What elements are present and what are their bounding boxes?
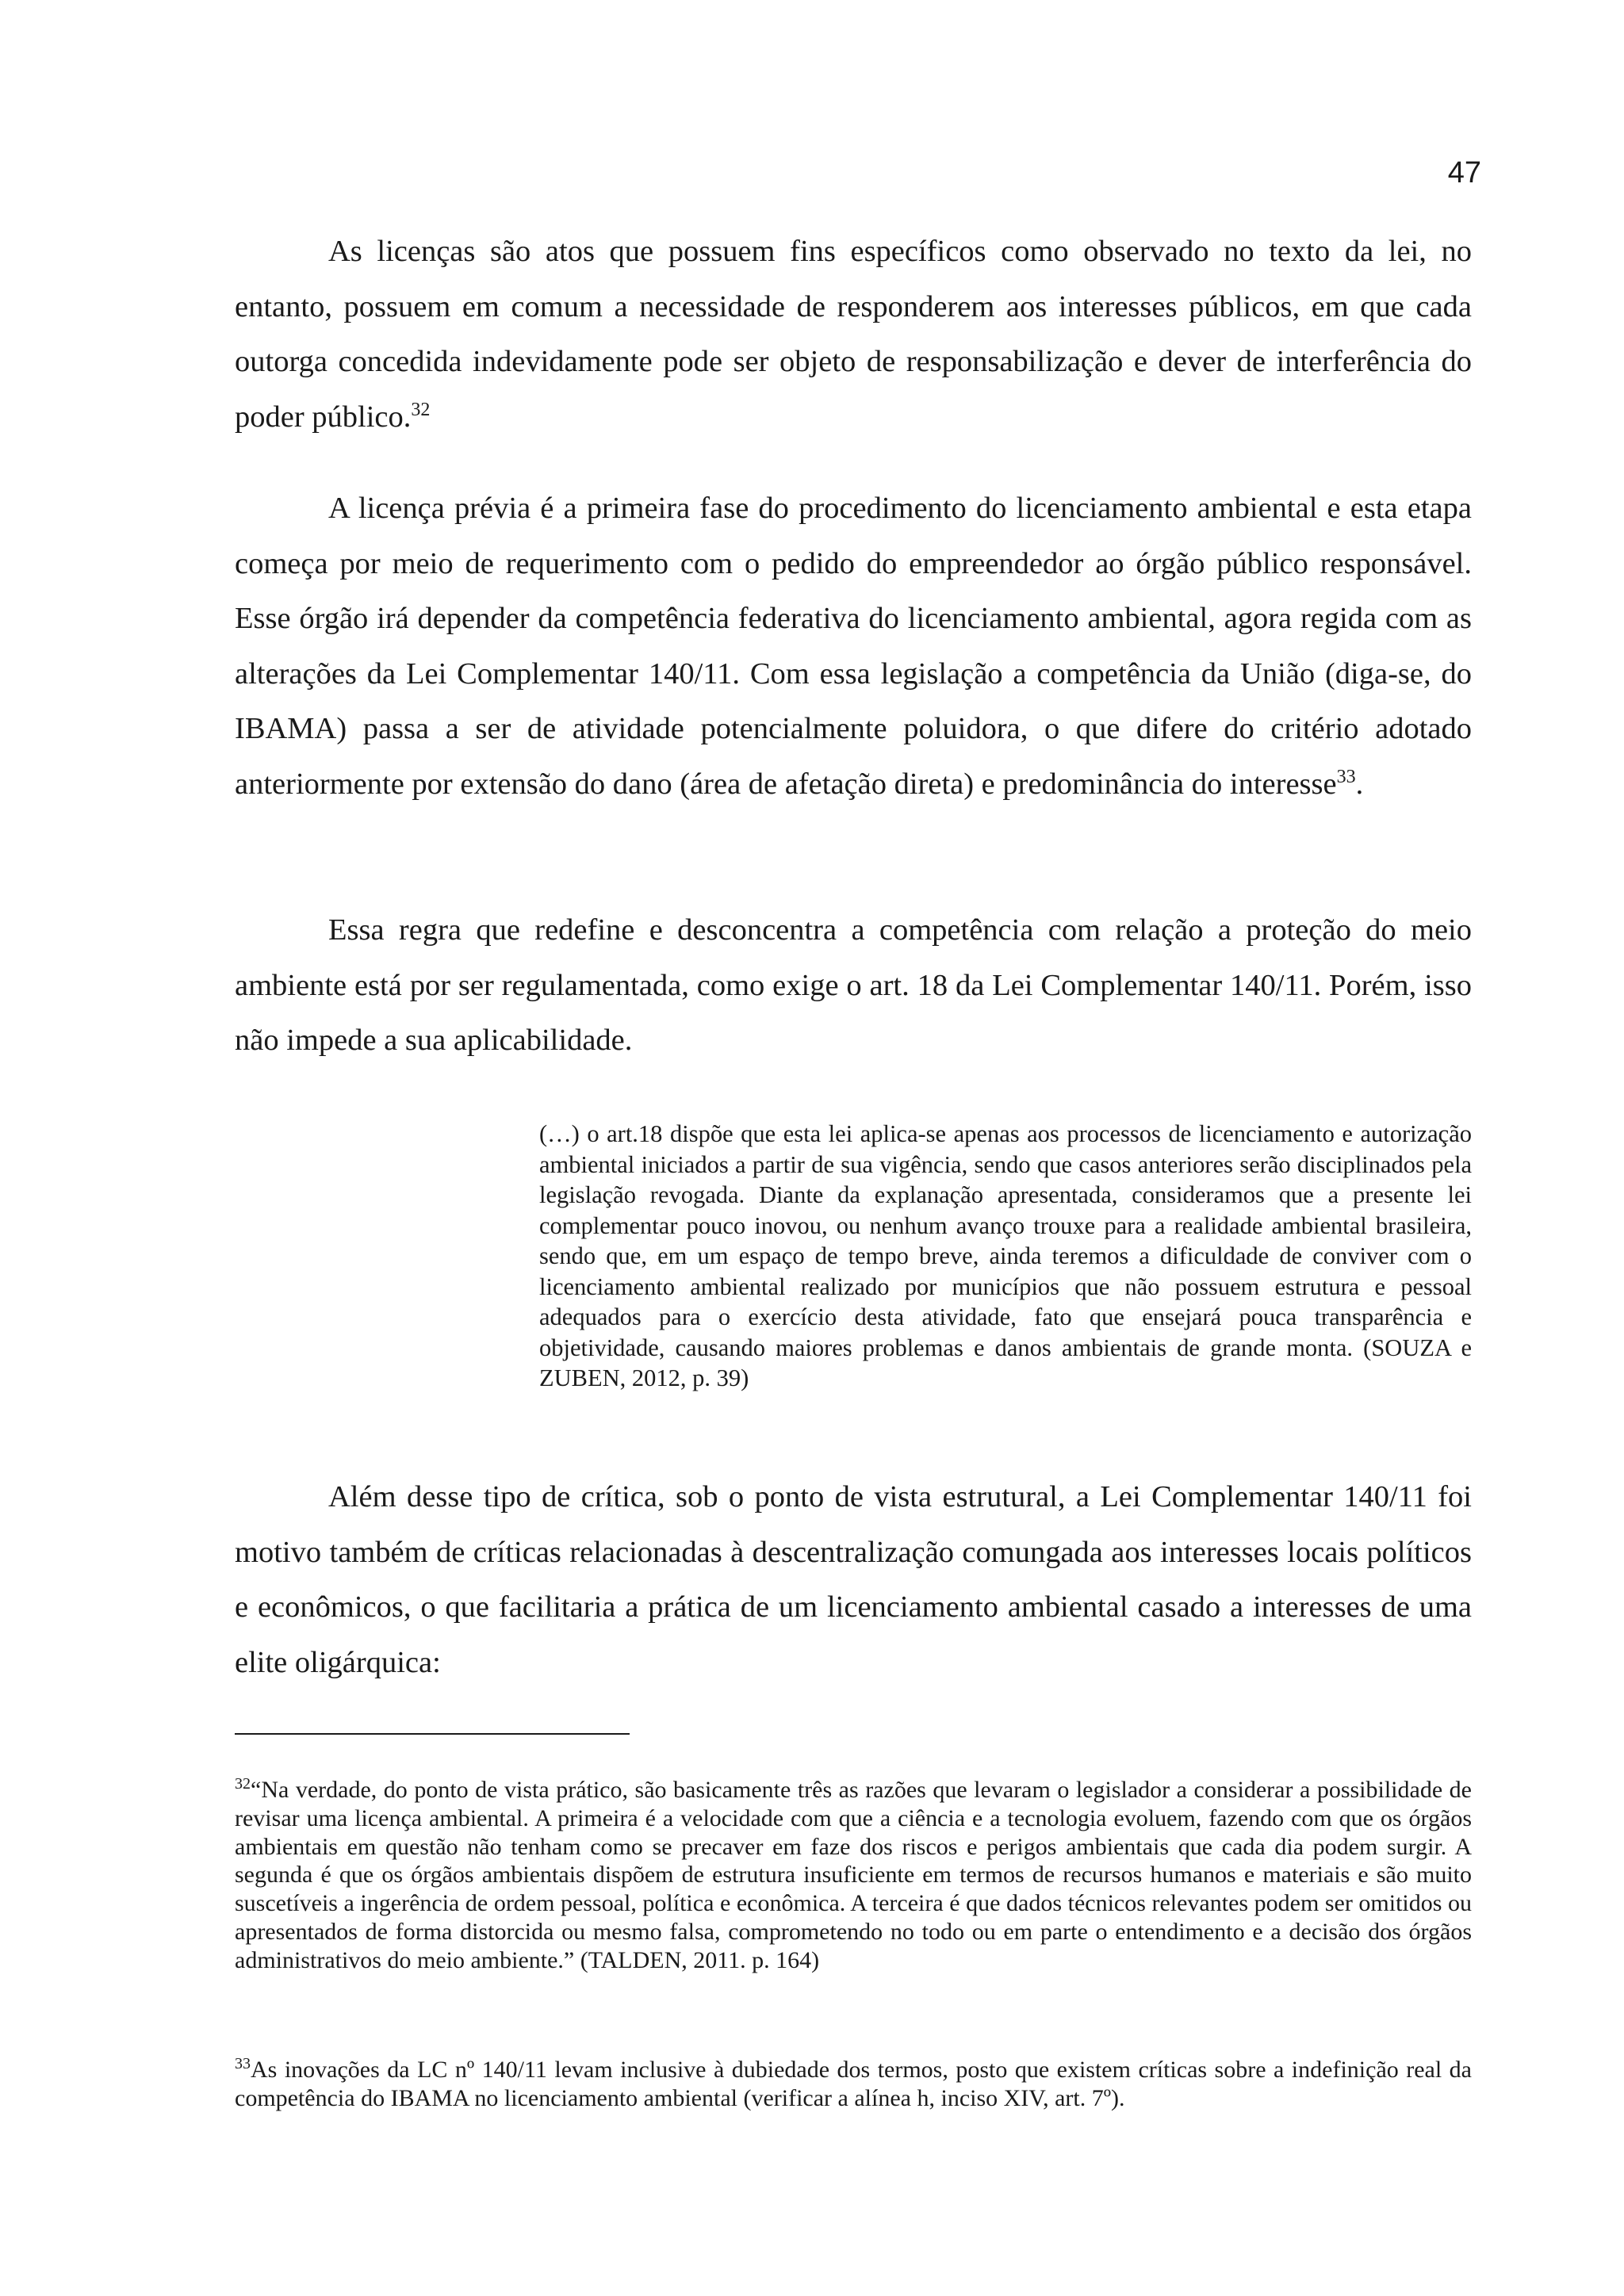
paragraph-text: A licença prévia é a primeira fase do procedimento do licenciamento ambiental e esta etapa começa por meio de requerimento com o pedido do empreendedor ao órgão público responsável. Esse órgão irá depender da competência federativa do licenciamento ambiental, agora regida com as alterações da Lei Complementar 140/11. Com essa legislação a competência da União (diga-se, do IBAMA) passa a ser de atividade potencialmente poluidora, o que difere do critério adotado anteriormente por extensão do dano (área de afetação direta) e predominância do interesse xyxy=(235,492,1472,801)
footnote-ref-33[interactable]: 33 xyxy=(1336,766,1356,787)
footnote-32 xyxy=(235,1776,1472,1975)
footnote-separator xyxy=(235,1733,630,1735)
block-quote: (…) o art.18 dispõe que esta lei aplica-se apenas aos processos de licenciamento e autorização ambiental iniciados a partir de sua vigência, sendo que casos anteriores serão disciplinados pela legislação revogada. Diante da explanação apresentada, consideramos que a presente lei complementar pouco inovou, ou nenhum avanço trouxe para a realidade ambiental brasileira, sendo que, em um espaço de tempo breve, ainda teremos a dificuldade de conviver com o licenciamento ambiental realizado por municípios que não possuem estrutura e pessoal adequados para o exercício desta atividade, fato que ensejará pouca transparência e objetividade, causando maiores problemas e danos ambientais de grande monta. (SOUZA e ZUBEN, 2012, p. 39) xyxy=(539,1120,1472,1391)
body-paragraph-2 xyxy=(235,481,1472,812)
footnote-33 xyxy=(235,2056,1472,2113)
body-paragraph-3 xyxy=(235,903,1472,1069)
paragraph-text: Essa regra que redefine e desconcentra a competência com relação a proteção do meio ambiente está por ser regulamentada, como exige o art. 18 da Lei Complementar 140/11. Porém, isso não impede a sua aplicabilidade. xyxy=(235,913,1472,1057)
footnote-ref-32[interactable]: 32 xyxy=(411,399,431,420)
paragraph-text-tail: . xyxy=(1355,767,1364,801)
footnote-text: As inovações da LC nº 140/11 levam inclusive à dubiedade dos termos, posto que existem críticas sobre a indefinição real da competência do IBAMA no licenciamento ambiental (verificar a alínea h, inciso XIV, art. 7º). xyxy=(235,2057,1472,2111)
paragraph-text: Além desse tipo de crítica, sob o ponto de vista estrutural, a Lei Complementar 140/11 foi motivo também de críticas relacionadas à descentralização comungada aos interesses locais políticos e econômicos, o que facilitaria a prática de um licenciamento ambiental casado a interesses de uma elite oligárquica: xyxy=(235,1480,1472,1679)
footnote-number: 33 xyxy=(235,2055,251,2072)
footnote-number: 32 xyxy=(235,1775,251,1793)
body-paragraph-1 xyxy=(235,224,1472,445)
footnote-text: “Na verdade, do ponto de vista prático, são basicamente três as razões que levaram o legislador a considerar a possibilidade de revisar uma licença ambiental. A primeira é a velocidade com que a ciência e a tecnologia evoluem, fazendo com que os órgãos ambientais em questão não tenham como se precaver em faze dos riscos e perigos ambientais que cada dia podem surgir. A segunda é que os órgãos ambientais dispõem de estrutura insuficiente em termos de recursos humanos e materiais e são muito suscetíveis a ingerência de ordem pessoal, política e econômica. A terceira é que dados técnicos relevantes podem ser omitidos ou apresentados de forma distorcida ou mesmo falsa, comprometendo no todo ou em parte o entendimento e a decisão dos órgãos administrativos do meio ambiente.” (TALDEN, 2011. p. 164) xyxy=(235,1777,1472,1973)
page-number: 47 xyxy=(1447,156,1481,189)
body-paragraph-4 xyxy=(235,1470,1472,1690)
paragraph-text: As licenças são atos que possuem fins específicos como observado no texto da lei, no entanto, possuem em comum a necessidade de responderem aos interesses públicos, em que cada outorga concedida indevidamente pode ser objeto de responsabilização e dever de interferência do poder público. xyxy=(235,235,1472,434)
